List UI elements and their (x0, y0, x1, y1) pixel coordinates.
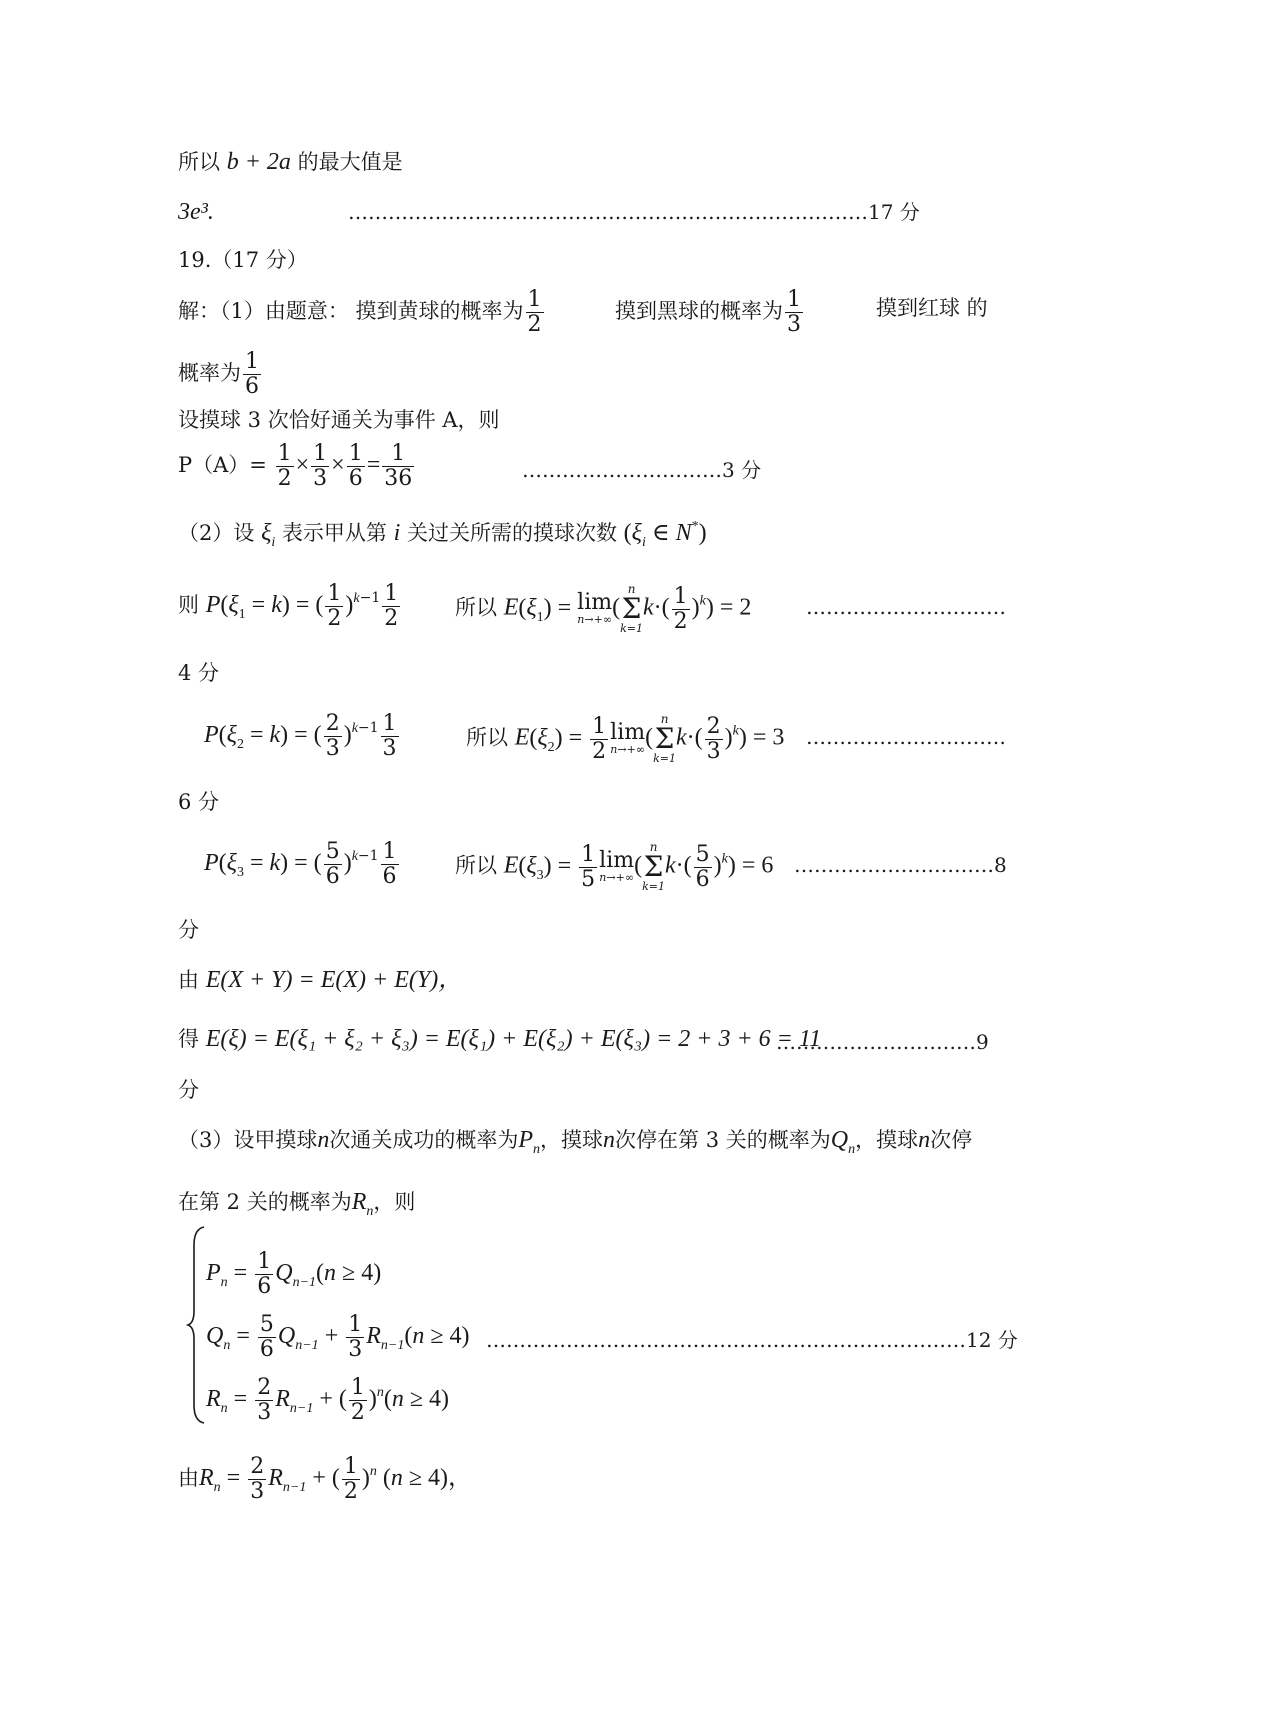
text: ，摸球 (540, 1128, 604, 1152)
text: 所以 (455, 853, 497, 878)
dots-leader: ………………………………………………………………12 分 (486, 1328, 1018, 1352)
line-expectation-sum (178, 1027, 821, 1051)
text: （3）设甲摸球 (178, 1128, 318, 1152)
score: 17 分 (868, 200, 920, 224)
line-part3-def-2: 在第 2 关的概率为$R_n$，则 (178, 1189, 416, 1219)
line-probabilities (178, 288, 546, 337)
line-red-prob-value (178, 350, 263, 399)
dots-leader: …………………………3 分 (522, 458, 762, 482)
score: 8 (994, 853, 1007, 877)
score-6: 6 分 (178, 790, 220, 814)
line-answer (178, 200, 214, 224)
score-fen-2: 分 (178, 1078, 199, 1102)
text: 所以 (466, 725, 508, 750)
line-xi-def: （2）设 $\xi_i$ 表示甲从第 i 关过关所需的摸球次数 ($\xi_i$ ∈ N*) (178, 519, 707, 550)
equation-pn: $P_n$ = $\frac{1}{6}$ $Q_{n-1}(n \ge 4)$ (206, 1249, 382, 1299)
text: 所以 (455, 595, 497, 620)
text: 次停 (930, 1128, 973, 1152)
equation-rn: $R_n$ = $\frac{2}{3}$ $R_{n-1}$ + ( $\frac{1}{2}$ )$^n$(n ≥ 4) (206, 1375, 450, 1425)
line-xi1: 则 $P(\xi_1 = k)$ = ( $\frac{1}{2}$ )$^{k-1}$ $\frac{1}{2}$ (178, 581, 399, 631)
line-linearity (178, 968, 462, 992)
equation-qn: $Q_n$ = $\frac{5}{6}$ $Q_{n-1}$ + $\frac{1}{3}$ $R_{n-1}(n \ge 4)$ (206, 1312, 470, 1362)
text: 表示甲从第 (281, 521, 387, 545)
math-expr: E(ξ) = E(ξ₁ + ξ₂ + ξ₃) = E(ξ₁) + E(ξ₂) + E(ξ₃) = 2 + 3 + 6 = 11 (205, 1026, 822, 1052)
question-number: 19.（17 分） (178, 248, 308, 272)
fraction-sixth: $\frac{1}{6}$ (245, 349, 259, 399)
line-xi2: $P(\xi_2 = k)$ = ( $\frac{2}{3}$ )$^{k-1}$ $\frac{1}{3}$ (204, 711, 397, 761)
dots-leader: ………………………… (806, 725, 1006, 749)
dots-leader: …………………………9 (776, 1030, 989, 1054)
text: 次停在第 3 关的概率为 (615, 1128, 831, 1152)
line-from-rn: 由$R_n$ = $\frac{2}{3}$ $R_{n-1}$ + ( $\frac{1}{2}$ )$^n$ (n ≥ 4)， (178, 1454, 473, 1504)
math-expr: 3e³. (178, 199, 214, 225)
text: 在第 2 关的概率为 (178, 1190, 352, 1214)
text: 概率为 (178, 361, 241, 385)
line-red-prob: 摸到红球 的 (876, 296, 988, 320)
text: 由 (178, 968, 199, 992)
text: 次通关成功的概率为 (329, 1128, 519, 1152)
left-brace-icon (186, 1225, 208, 1425)
dots-leader: ………………………… (806, 595, 1006, 619)
line-black-prob (615, 288, 805, 337)
text: 由 (178, 1466, 199, 1490)
score: 12 分 (966, 1328, 1018, 1352)
line-e-xi3: 所以 $E(\xi_3)$ = $\frac{1}{5}$ lim n→+∞ ( n Σ k=1 k·( $\frac{5}{6}$ )$^k$) = 6 (455, 840, 774, 893)
score-fen: 分 (178, 918, 199, 942)
text: ，摸球 (855, 1128, 919, 1152)
line-max-value (178, 150, 403, 174)
score: 3 分 (722, 458, 762, 482)
dots-leader: ……………………………………………………………………17 分 (348, 200, 920, 224)
text: ，则 (373, 1190, 416, 1214)
text: 摸到黑球的概率为 (615, 299, 783, 323)
score-4: 4 分 (178, 661, 220, 685)
text: 所以 (178, 150, 220, 174)
line-part3-def: （3）设甲摸球n次通关成功的概率为$P_n$，摸球n次停在第 3 关的概率为$Q_n$，摸球n次停 (178, 1127, 973, 1157)
math-expr: E(X + Y) = E(X) + E(Y)， (205, 967, 463, 993)
line-e-xi2: 所以 $E(\xi_2)$ = $\frac{1}{2}$ lim n→+∞ ( n Σ k=1 k·( $\frac{2}{3}$ )$^k$) = 3 (466, 712, 785, 765)
text: P（A）= (178, 453, 267, 477)
text: 的最大值是 (297, 150, 403, 174)
line-xi3: $P(\xi_3 = k)$ = ( $\frac{5}{6}$ )$^{k-1}$ $\frac{1}{6}$ (204, 839, 397, 889)
math-expr: b + 2a (226, 149, 291, 175)
line-pa: P（A）= $\frac{1}{2}$ × $\frac{1}{3}$ × $\frac{1}{6}$ = $\frac{1}{36}$ (178, 441, 413, 491)
text: 解：（1）由题意： 摸到黄球的概率为 (178, 299, 524, 323)
dots-leader: …………………………8 (794, 853, 1007, 877)
text: （2）设 (178, 521, 255, 545)
score: 9 (976, 1030, 989, 1054)
fraction-half: $\frac{1}{2}$ (527, 287, 542, 337)
line-event-a: 设摸球 3 次恰好通关为事件 A，则 (178, 408, 500, 432)
fraction-third: $\frac{1}{3}$ (787, 287, 801, 337)
text: 则 (178, 593, 199, 617)
text: 得 (178, 1027, 199, 1051)
line-e-xi1: 所以 $E(\xi_1) = \lim$ n→+∞ ( n Σ k=1 k·( $\frac{1}{2}$ )$^k$) = 2 (455, 582, 752, 635)
text: 关过关所需的摸球次数 (406, 521, 617, 545)
